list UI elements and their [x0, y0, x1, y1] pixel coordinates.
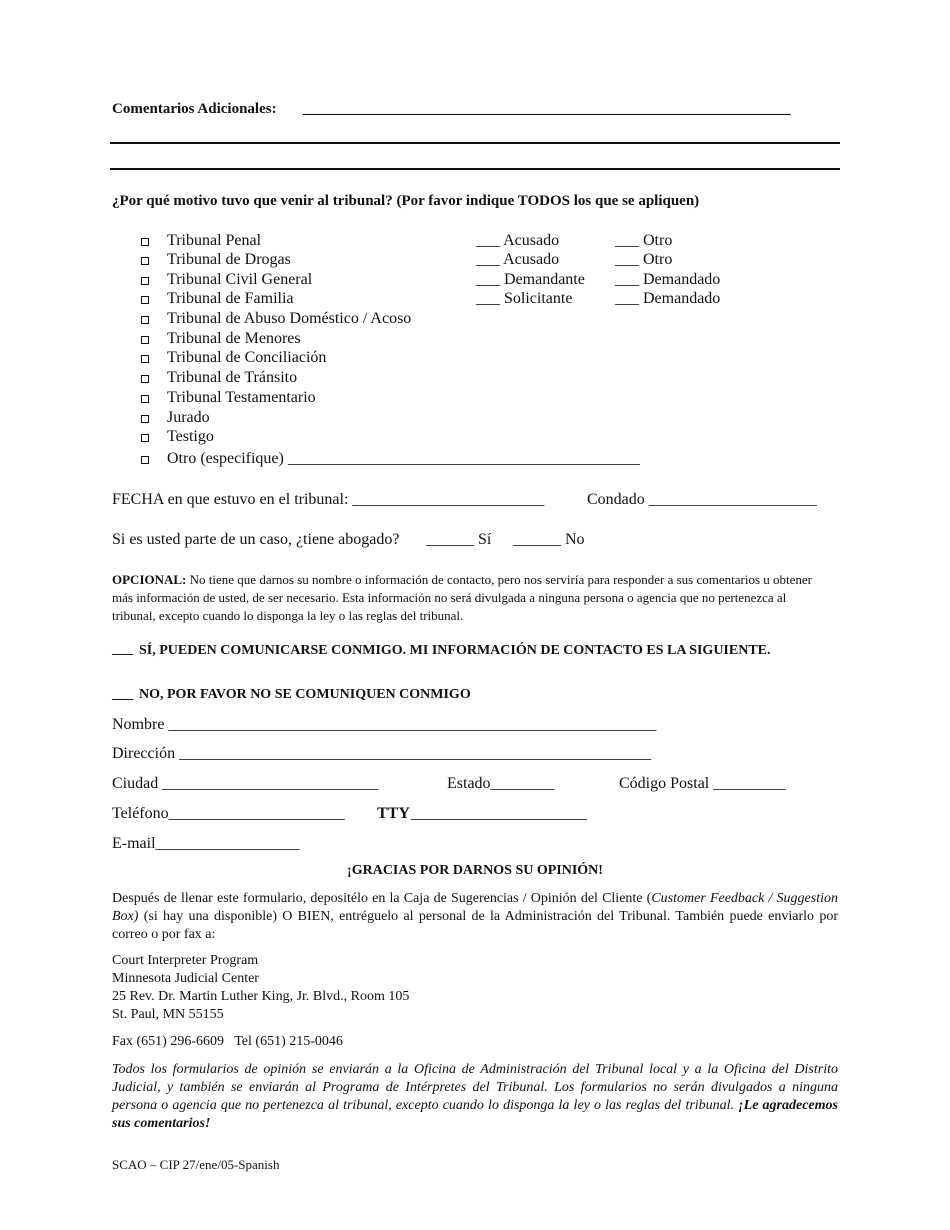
- checkbox-tribunal-conciliacion[interactable]: [141, 355, 149, 363]
- court-item-otro[interactable]: Otro (especifique) ____________________________________________: [167, 450, 640, 467]
- lawyer-no[interactable]: ______ No: [513, 531, 585, 548]
- court-item: Tribunal de Conciliación: [167, 349, 327, 366]
- court-item: Tribunal Testamentario: [167, 389, 316, 406]
- lawyer-question: Si es usted parte de un caso, ¿tiene abogado?: [112, 531, 400, 548]
- instructions-part2: (si hay una disponible) O BIEN, entréguelo al personal de la Administración del Tribunal. También puede enviarlo por correo o por fax a:: [112, 909, 838, 942]
- instructions-paragraph: [112, 890, 838, 944]
- contact-yes-blank[interactable]: ___: [112, 642, 133, 657]
- checkbox-tribunal-abuso[interactable]: [141, 316, 149, 324]
- optional-paragraph: [112, 571, 832, 625]
- checkbox-testigo[interactable]: [141, 434, 149, 442]
- contact-no-blank[interactable]: ___: [112, 687, 133, 702]
- instructions-italic: Customer Feedback / Suggestion Box): [112, 891, 838, 924]
- optional-label: OPCIONAL:: [112, 572, 187, 587]
- fax-tel: Fax (651) 296-6609 Tel (651) 215-0046: [112, 1034, 343, 1049]
- address-line: Minnesota Judicial Center: [112, 971, 259, 986]
- role-demandado-civil[interactable]: ___ Demandado: [615, 271, 721, 288]
- court-item: Tribunal Civil General: [167, 271, 313, 288]
- checkbox-tribunal-civil[interactable]: [141, 277, 149, 285]
- date-field[interactable]: FECHA en que estuvo en el tribunal: ________________________: [112, 491, 545, 508]
- footer-code: SCAO – CIP 27/ene/05-Spanish: [112, 1157, 280, 1172]
- role-demandado-familia[interactable]: ___ Demandado: [615, 290, 721, 307]
- checkbox-tribunal-penal[interactable]: [141, 238, 149, 246]
- comments-label: Comentarios Adicionales:: [112, 101, 277, 117]
- reason-question: ¿Por qué motivo tuvo que venir al tribunal? (Por favor indique TODOS los que se apliquen): [112, 193, 700, 209]
- contact-yes-text: SÍ, PUEDEN COMUNICARSE CONMIGO. MI INFORMACIÓN DE CONTACTO ES LA SIGUIENTE.: [139, 643, 771, 658]
- email-field[interactable]: E-mail__________________: [112, 835, 300, 852]
- court-item: Tribunal de Abuso Doméstico / Acoso: [167, 310, 412, 327]
- city-field[interactable]: Ciudad ___________________________: [112, 775, 379, 792]
- court-item: Tribunal de Tránsito: [167, 369, 298, 386]
- checkbox-jurado[interactable]: [141, 415, 149, 423]
- contact-no-text: NO, POR FAVOR NO SE COMUNIQUEN CONMIGO: [139, 687, 471, 702]
- state-field[interactable]: Estado________: [447, 775, 555, 792]
- checkbox-tribunal-familia[interactable]: [141, 296, 149, 304]
- address-line: 25 Rev. Dr. Martin Luther King, Jr. Blvd., Room 105: [112, 989, 410, 1004]
- court-item: Tribunal de Familia: [167, 290, 294, 307]
- name-field[interactable]: Nombre _____________________________________________________________: [112, 716, 657, 733]
- optional-text: No tiene que darnos su nombre o información de contacto, pero nos serviría para responder a sus comentarios u obtener más información de usted, de ser necesario. Esta información no será divulgada a ninguna persona o agencia que no pertenezca al tribunal, excepto cuando lo disponga la ley o las reglas del tribunal.: [112, 572, 812, 623]
- closing-paragraph: [112, 1061, 838, 1133]
- comments-line-2[interactable]: [110, 142, 840, 144]
- checkbox-tribunal-testamentario[interactable]: [141, 395, 149, 403]
- comments-line-3[interactable]: [110, 168, 840, 170]
- zip-field[interactable]: Código Postal _________: [619, 775, 786, 792]
- address-line: Court Interpreter Program: [112, 953, 259, 968]
- closing-text: Todos los formularios de opinión se enviarán a la Oficina de Administración del Tribunal local y a la Oficina del Distrito Judicial, y también se enviarán al Programa de Intérpretes del Tribunal. Los formularios no serán divulgados a ninguna persona o agencia que no pertenezca al tribunal, excepto cuando lo disponga la ley o las reglas del tribunal.: [112, 1062, 838, 1113]
- checkbox-tribunal-menores[interactable]: [141, 336, 149, 344]
- comments-line[interactable]: _________________________________________________________________: [303, 101, 791, 117]
- checkbox-tribunal-drogas[interactable]: [141, 257, 149, 265]
- role-acusado-penal[interactable]: ___ Acusado: [476, 232, 560, 249]
- address-line: St. Paul, MN 55155: [112, 1007, 224, 1022]
- court-item: Tribunal de Menores: [167, 330, 301, 347]
- checkbox-otro[interactable]: [141, 456, 149, 464]
- role-acusado-drogas[interactable]: ___ Acusado: [476, 251, 560, 268]
- instructions-part1: Después de llenar este formulario, depositélo en la Caja de Sugerencias / Opinión del Cliente (: [112, 891, 652, 906]
- court-item: Tribunal Penal: [167, 232, 262, 249]
- court-item: Tribunal de Drogas: [167, 251, 291, 268]
- county-field[interactable]: Condado _____________________: [587, 491, 817, 508]
- role-demandante[interactable]: ___ Demandante: [476, 271, 585, 288]
- role-otro-penal[interactable]: ___ Otro: [615, 232, 673, 249]
- tty-field[interactable]: ______________________: [411, 805, 587, 822]
- court-item: Testigo: [167, 428, 214, 445]
- address-field[interactable]: Dirección ___________________________________________________________: [112, 745, 652, 762]
- checkbox-tribunal-transito[interactable]: [141, 375, 149, 383]
- thanks-heading: ¡GRACIAS POR DARNOS SU OPINIÓN!: [347, 863, 603, 878]
- closing-emphasis: ¡Le agradecemos sus comentarios!: [112, 1098, 838, 1131]
- tty-label: TTY: [377, 805, 410, 822]
- lawyer-yes[interactable]: ______ Sí: [426, 531, 492, 548]
- phone-field[interactable]: Teléfono______________________: [112, 805, 345, 822]
- role-solicitante[interactable]: ___ Solicitante: [476, 290, 573, 307]
- role-otro-drogas[interactable]: ___ Otro: [615, 251, 673, 268]
- court-item: Jurado: [167, 409, 210, 426]
